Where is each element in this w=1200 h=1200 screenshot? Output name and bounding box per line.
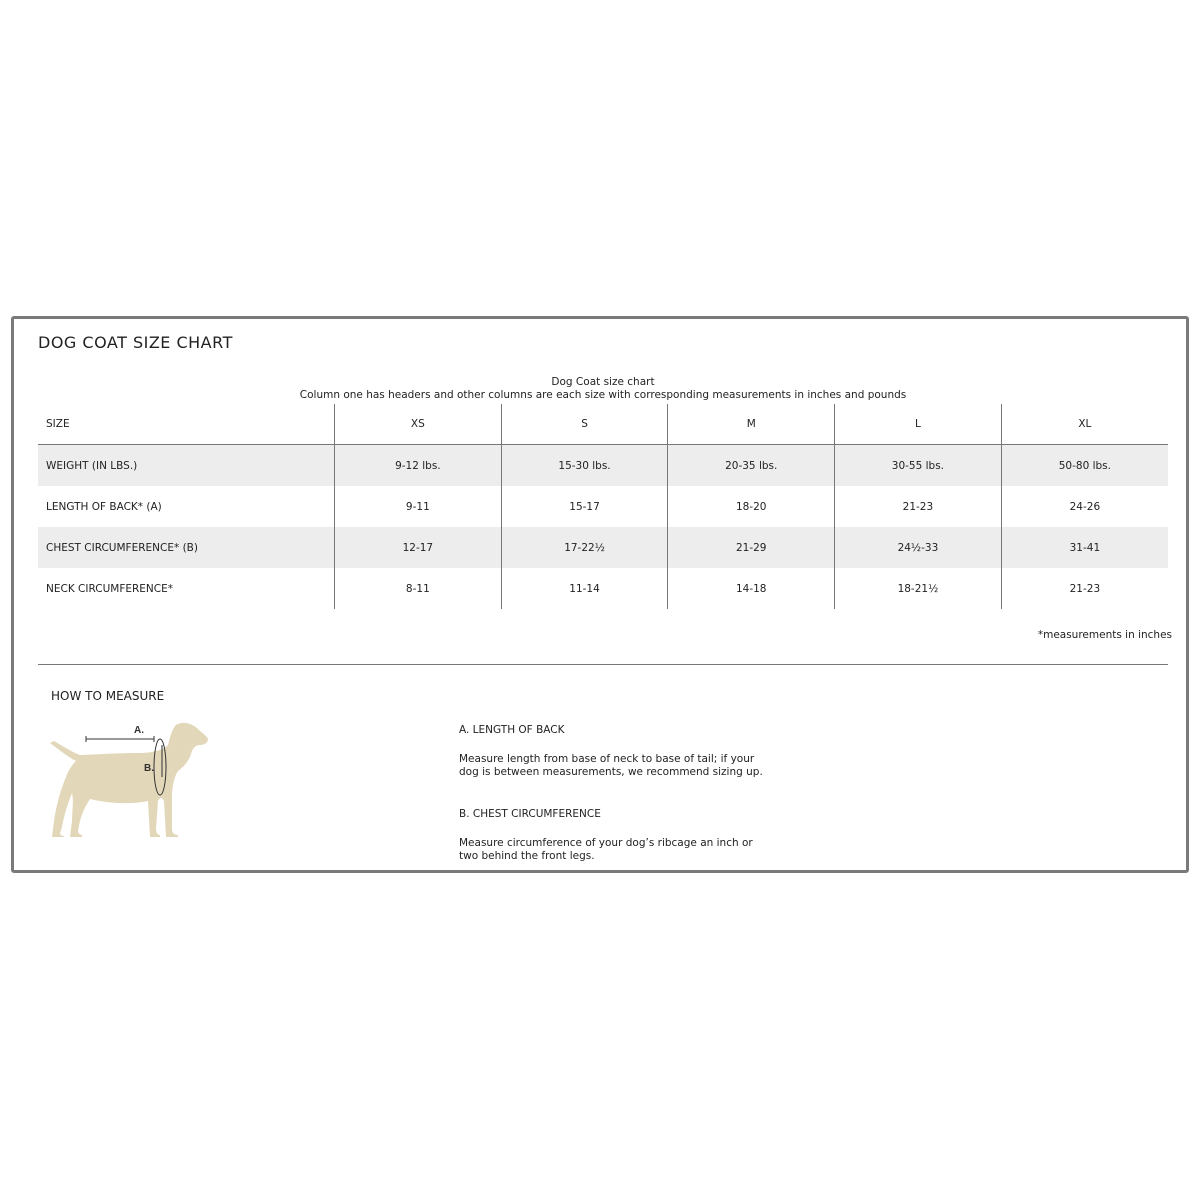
header-l: L	[835, 404, 1002, 445]
section-divider	[38, 664, 1168, 665]
table-cell: 21-29	[668, 527, 835, 568]
row-label: CHEST CIRCUMFERENCE* (B)	[38, 527, 335, 568]
table-cell: 24-26	[1001, 486, 1168, 527]
header-xl: XL	[1001, 404, 1168, 445]
size-table	[38, 404, 1168, 609]
table-cell: 21-23	[1001, 568, 1168, 609]
table-cell: 12-17	[335, 527, 502, 568]
row-label: WEIGHT (IN LBS.)	[38, 445, 335, 487]
table-cell: 31-41	[1001, 527, 1168, 568]
table-cell: 9-12 lbs.	[335, 445, 502, 487]
table-caption-title: Dog Coat size chart	[551, 376, 655, 388]
how-to-measure-heading: HOW TO MEASURE	[51, 689, 165, 703]
table-cell: 50-80 lbs.	[1001, 445, 1168, 487]
table-cell: 15-30 lbs.	[501, 445, 668, 487]
diagram-label-a: A.	[134, 725, 144, 736]
chest-circumference-body: Measure circumference of your dog’s ribcage an inch or two behind the front legs.	[459, 837, 753, 862]
table-cell: 21-23	[835, 486, 1002, 527]
table-row	[38, 568, 1168, 609]
table-cell: 30-55 lbs.	[835, 445, 1002, 487]
size-chart-frame	[11, 316, 1189, 873]
chest-circumference-heading: B. CHEST CIRCUMFERENCE	[459, 808, 601, 820]
table-cell: 11-14	[501, 568, 668, 609]
dog-silhouette-icon	[50, 723, 208, 837]
page-title: DOG COAT SIZE CHART	[38, 333, 233, 352]
diagram-label-b: B.	[144, 763, 154, 774]
table-caption-description: Column one has headers and other columns are each size with corresponding measurements in inches and pounds	[299, 389, 907, 401]
length-of-back-body: Measure length from base of neck to base of tail; if your dog is between measurements, we recommend sizing up.	[459, 753, 763, 778]
table-row	[38, 486, 1168, 527]
table-cell: 9-11	[335, 486, 502, 527]
table-row	[38, 445, 1168, 487]
header-s: S	[501, 404, 668, 445]
length-of-back-heading: A. LENGTH OF BACK	[459, 724, 565, 736]
table-header-row	[38, 404, 1168, 445]
table-row	[38, 527, 1168, 568]
table-cell: 24½-33	[835, 527, 1002, 568]
row-label: NECK CIRCUMFERENCE*	[46, 582, 173, 595]
dog-measure-diagram	[50, 717, 214, 847]
table-cell: 20-35 lbs.	[668, 445, 835, 487]
header-xs: XS	[335, 404, 502, 445]
header-m: M	[668, 404, 835, 445]
measurement-footnote: *measurements in inches	[1037, 629, 1172, 641]
header-size: SIZE	[38, 404, 335, 445]
table-cell: 17-22½	[501, 527, 668, 568]
table-cell: 18-20	[668, 486, 835, 527]
row-label: LENGTH OF BACK* (A)	[46, 500, 162, 513]
table-cell: 8-11	[335, 568, 502, 609]
table-cell: 14-18	[668, 568, 835, 609]
table-cell: 15-17	[501, 486, 668, 527]
table-cell: 18-21½	[835, 568, 1002, 609]
